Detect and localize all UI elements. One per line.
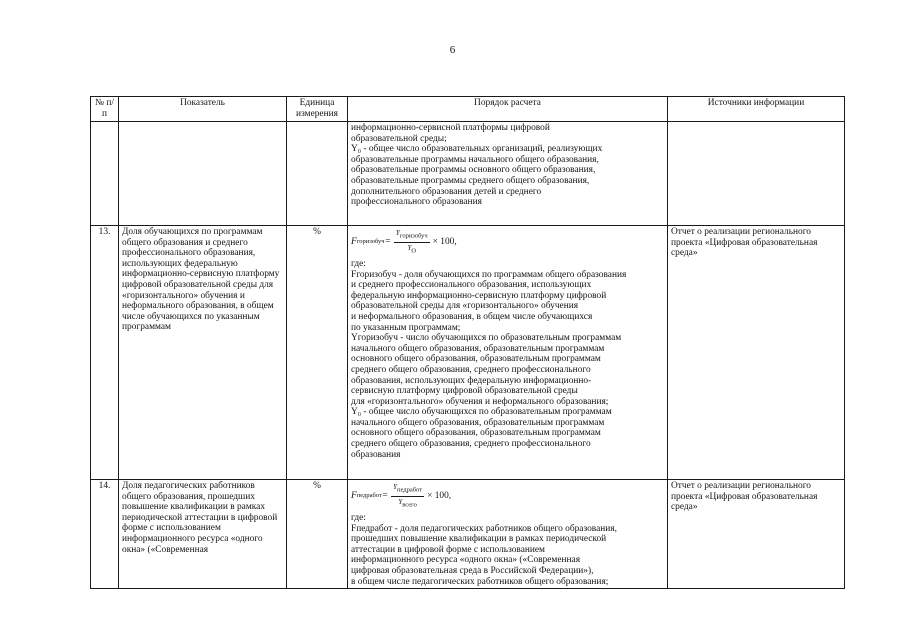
- calc-line: образовательные программы начального общего образования,: [351, 154, 599, 165]
- row-number: 14.: [91, 480, 119, 589]
- calc-line: в общем числе педагогических работников общего образования;: [351, 576, 609, 587]
- header-calculation: Порядок расчета: [348, 97, 668, 122]
- source-cell: Отчет о реализации регионального проекта «Цифровая образовательная среда»: [668, 226, 845, 480]
- table-row-continuation: [91, 122, 845, 226]
- calc-line: среднего общего образования, среднего профессионального: [351, 364, 591, 375]
- formula-fraction: $\frac{\text{Yгоризобуч}}{YO}$: [395, 229, 428, 255]
- calc-line: где:: [351, 512, 366, 523]
- calc-line: для «горизонтального» обучения и неформального образования;: [351, 396, 609, 407]
- calc-line: информационно-сервисной платформы цифровой: [351, 123, 550, 133]
- calc-line: Y₀ - общее число образовательных организаций, реализующих: [351, 144, 603, 155]
- indicators-table: [90, 96, 845, 589]
- row-number: 13.: [91, 226, 119, 480]
- calc-line: где:: [351, 258, 366, 269]
- calc-line: Fпедработ - доля педагогических работников общего образования,: [351, 523, 617, 534]
- table-row-14: [91, 480, 845, 589]
- calc-line: начального общего образования, образовательным программам: [351, 417, 605, 428]
- calc-line: образовательной среды;: [351, 133, 447, 144]
- indicator-cell: Доля обучающихся по программам общего образования и среднего профессионального образования, использующих федеральную информационно-сервисную платформу цифровой образовательной среды для «горизонтального» обучения и неформального образования, в общем числе обучающихся по указанным программам: [119, 226, 287, 480]
- calc-line: основного общего образования, образовательным программам: [351, 428, 601, 439]
- calc-line: прошедших повышение квалификации в рамках периодической: [351, 534, 607, 545]
- calculation-cell: [348, 122, 668, 226]
- calc-line: сервисную платформу цифровой образовательной среды: [351, 386, 578, 397]
- calc-line: Yгоризобуч - число обучающихся по образовательным программам: [351, 333, 622, 344]
- calc-line: среднего общего образования, среднего профессионального: [351, 439, 591, 450]
- table-row-13: [91, 226, 845, 480]
- formula: F педработ = $\frac{\text{Yпедработ}}{\text{Yвсего}}$ × 100,: [351, 482, 451, 511]
- calc-line: образовательные программы основного общего образования,: [351, 165, 596, 176]
- calc-line: федеральную информационно-сервисную платформу цифровой: [351, 290, 607, 301]
- calc-line: и среднего профессионального образования, использующих: [351, 280, 592, 291]
- calculation-cell: [348, 226, 668, 480]
- calc-line: дополнительного образования детей и среднего: [351, 186, 542, 197]
- source-cell: Отчет о реализации регионального проекта «Цифровая образовательная среда»: [668, 480, 845, 589]
- calc-line: образования, использующих федеральную информационно-: [351, 375, 592, 386]
- indicator-cell: Доля педагогических работников общего образования, прошедших повышение квалификации в рамках периодической аттестации в цифровой форме с использованием информационного ресурса «одного окна» («Современная: [119, 480, 287, 589]
- calc-line: по указанным программам;: [351, 322, 461, 333]
- unit-cell: %: [287, 480, 348, 589]
- header-unit: Единица измерения: [287, 97, 348, 122]
- calc-line: Y₀ - общее число обучающихся по образовательным программам: [351, 407, 612, 418]
- header-sources: Источники информации: [668, 97, 845, 122]
- calc-line: образовательной среды для «горизонтального» обучения: [351, 301, 579, 312]
- formula: F горизобуч = $\frac{\text{Yгоризобуч}}{YO}$ × 100,: [351, 228, 457, 257]
- cell-empty: [668, 122, 845, 226]
- calc-line: профессионального образования: [351, 197, 482, 208]
- calc-line: и неформального образования, в общем числе обучающихся: [351, 311, 593, 322]
- calc-line: цифровая образовательная среда в Российской Федерации»),: [351, 565, 594, 576]
- calc-line: Fгоризобуч - доля обучающихся по программам общего образования: [351, 269, 627, 280]
- header-indicator: Показатель: [119, 97, 287, 122]
- calc-line: образования: [351, 449, 401, 460]
- page-number: 6: [449, 44, 456, 56]
- cell-empty: [91, 122, 119, 226]
- formula-fraction: $\frac{\text{Yпедработ}}{\text{Yвсего}}$: [393, 483, 423, 509]
- calc-line: информационного ресурса «одного окна» («Современная: [351, 555, 581, 566]
- unit-cell: %: [287, 226, 348, 480]
- calc-line: образовательные программы среднего общего образования,: [351, 175, 590, 186]
- calc-line: основного общего образования, образовательным программам: [351, 354, 601, 365]
- table-header-row: [91, 97, 845, 122]
- calculation-cell: [348, 480, 668, 589]
- calc-line: аттестации в цифровой форме с использованием: [351, 544, 545, 555]
- calc-line: начального общего образования, образовательным программам: [351, 343, 605, 354]
- cell-empty: [119, 122, 287, 226]
- cell-empty: [287, 122, 348, 226]
- header-number: № п/п: [91, 97, 119, 122]
